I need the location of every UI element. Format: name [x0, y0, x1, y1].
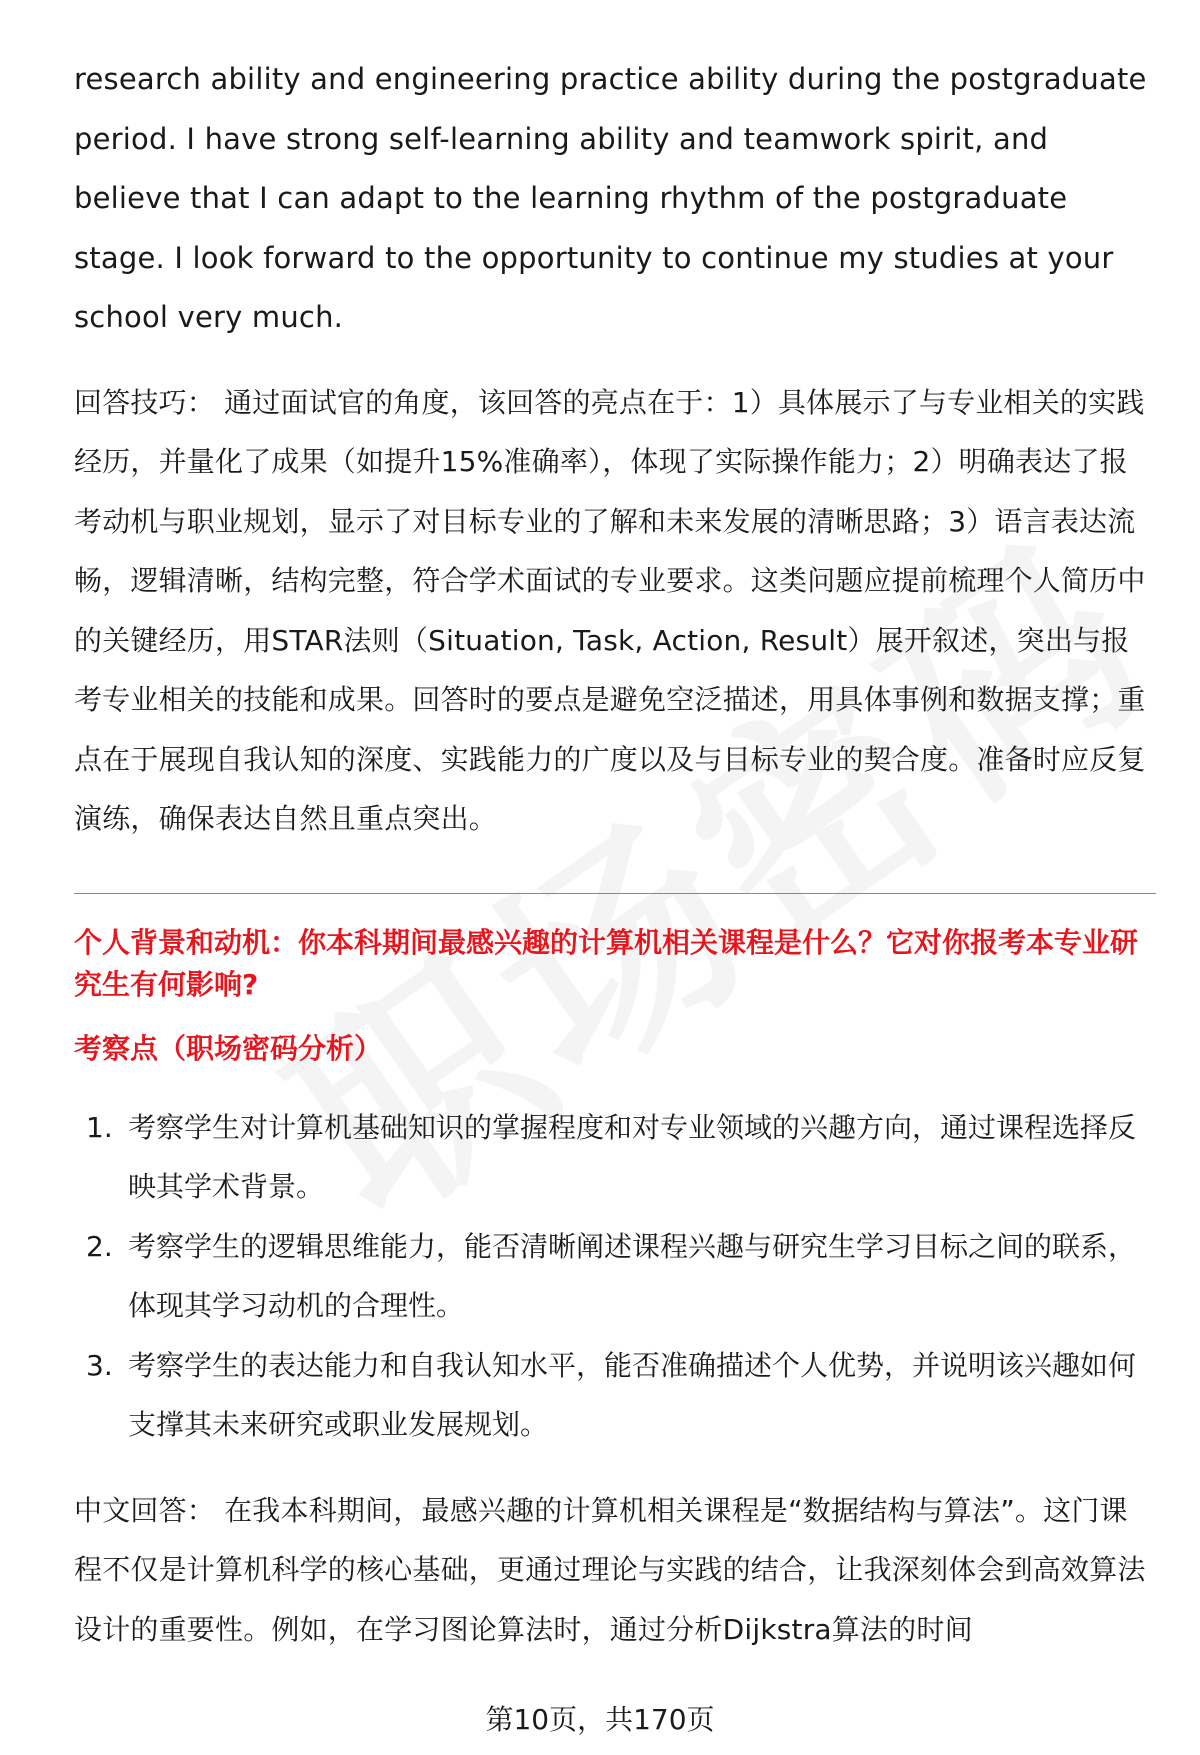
- analysis-points-list: [74, 1098, 1154, 1455]
- tips-paragraph: 回答技巧： 通过面试官的角度，该回答的亮点在于：1）具体展示了与专业相关的实践经历，并量化了成果（如提升15%准确率），体现了实际操作能力；2）明确表达了报考动机与职业规划，显示了对目标专业的了解和未来发展的清晰思路；3）语言表达流畅，逻辑清晰，结构完整，符合学术面试的专业要求。这类问题应提前梳理个人简历中的关键经历，用STAR法则（Situation, Task, Action, Result）展开叙述，突出与报考专业相关的技能和成果。回答时的要点是避免空泛描述，用具体事例和数据支撑；重点在于展现自我认知的深度、实践能力的广度以及与目标专业的契合度。准备时应反复演练，确保表达自然且重点突出。: [74, 385, 1146, 835]
- list-item-text: 考察学生的逻辑思维能力，能否清晰阐述课程兴趣与研究生学习目标之间的联系，体现其学习动机的合理性。: [128, 1229, 1137, 1322]
- answer-paragraph: 中文回答： 在我本科期间，最感兴趣的计算机相关课程是“数据结构与算法”。这门课程不仅是计算机科学的核心基础，更通过理论与实践的结合，让我深刻体会到高效算法设计的重要性。例如，在学习图论算法时，通过分析Dijkstra算法的时间: [74, 1493, 1146, 1646]
- section-divider: [74, 893, 1156, 894]
- section-heading: 考察点（职场密码分析）: [74, 1031, 383, 1065]
- document-page: [74, 50, 1154, 1659]
- list-item-text: 考察学生对计算机基础知识的掌握程度和对专业领域的兴趣方向，通过课程选择反映其学术背景。: [128, 1110, 1137, 1203]
- list-item-number: 2.: [86, 1229, 113, 1263]
- list-item-text: 考察学生的表达能力和自我认知水平，能否准确描述个人优势，并说明该兴趣如何支撑其未来研究或职业发展规划。: [128, 1348, 1137, 1441]
- list-item: [74, 1098, 1154, 1217]
- intro-paragraph: research ability and engineering practice ability during the postgraduate period. I have strong self-learning ability and teamwork spirit, and believe that I can adapt to the learning rhythm of the postgraduate stage. I look forward to the opportunity to continue my studies at your school very much.: [74, 62, 1147, 334]
- page-footer: 第10页，共170页: [485, 1703, 715, 1736]
- list-item-number: 3.: [86, 1348, 113, 1382]
- list-item-number: 1.: [86, 1110, 113, 1144]
- question-title: 个人背景和动机：你本科期间最感兴趣的计算机相关课程是什么？它对你报考本专业研究生有何影响?: [74, 925, 1139, 1001]
- list-item: [74, 1336, 1154, 1455]
- list-item: [74, 1217, 1154, 1336]
